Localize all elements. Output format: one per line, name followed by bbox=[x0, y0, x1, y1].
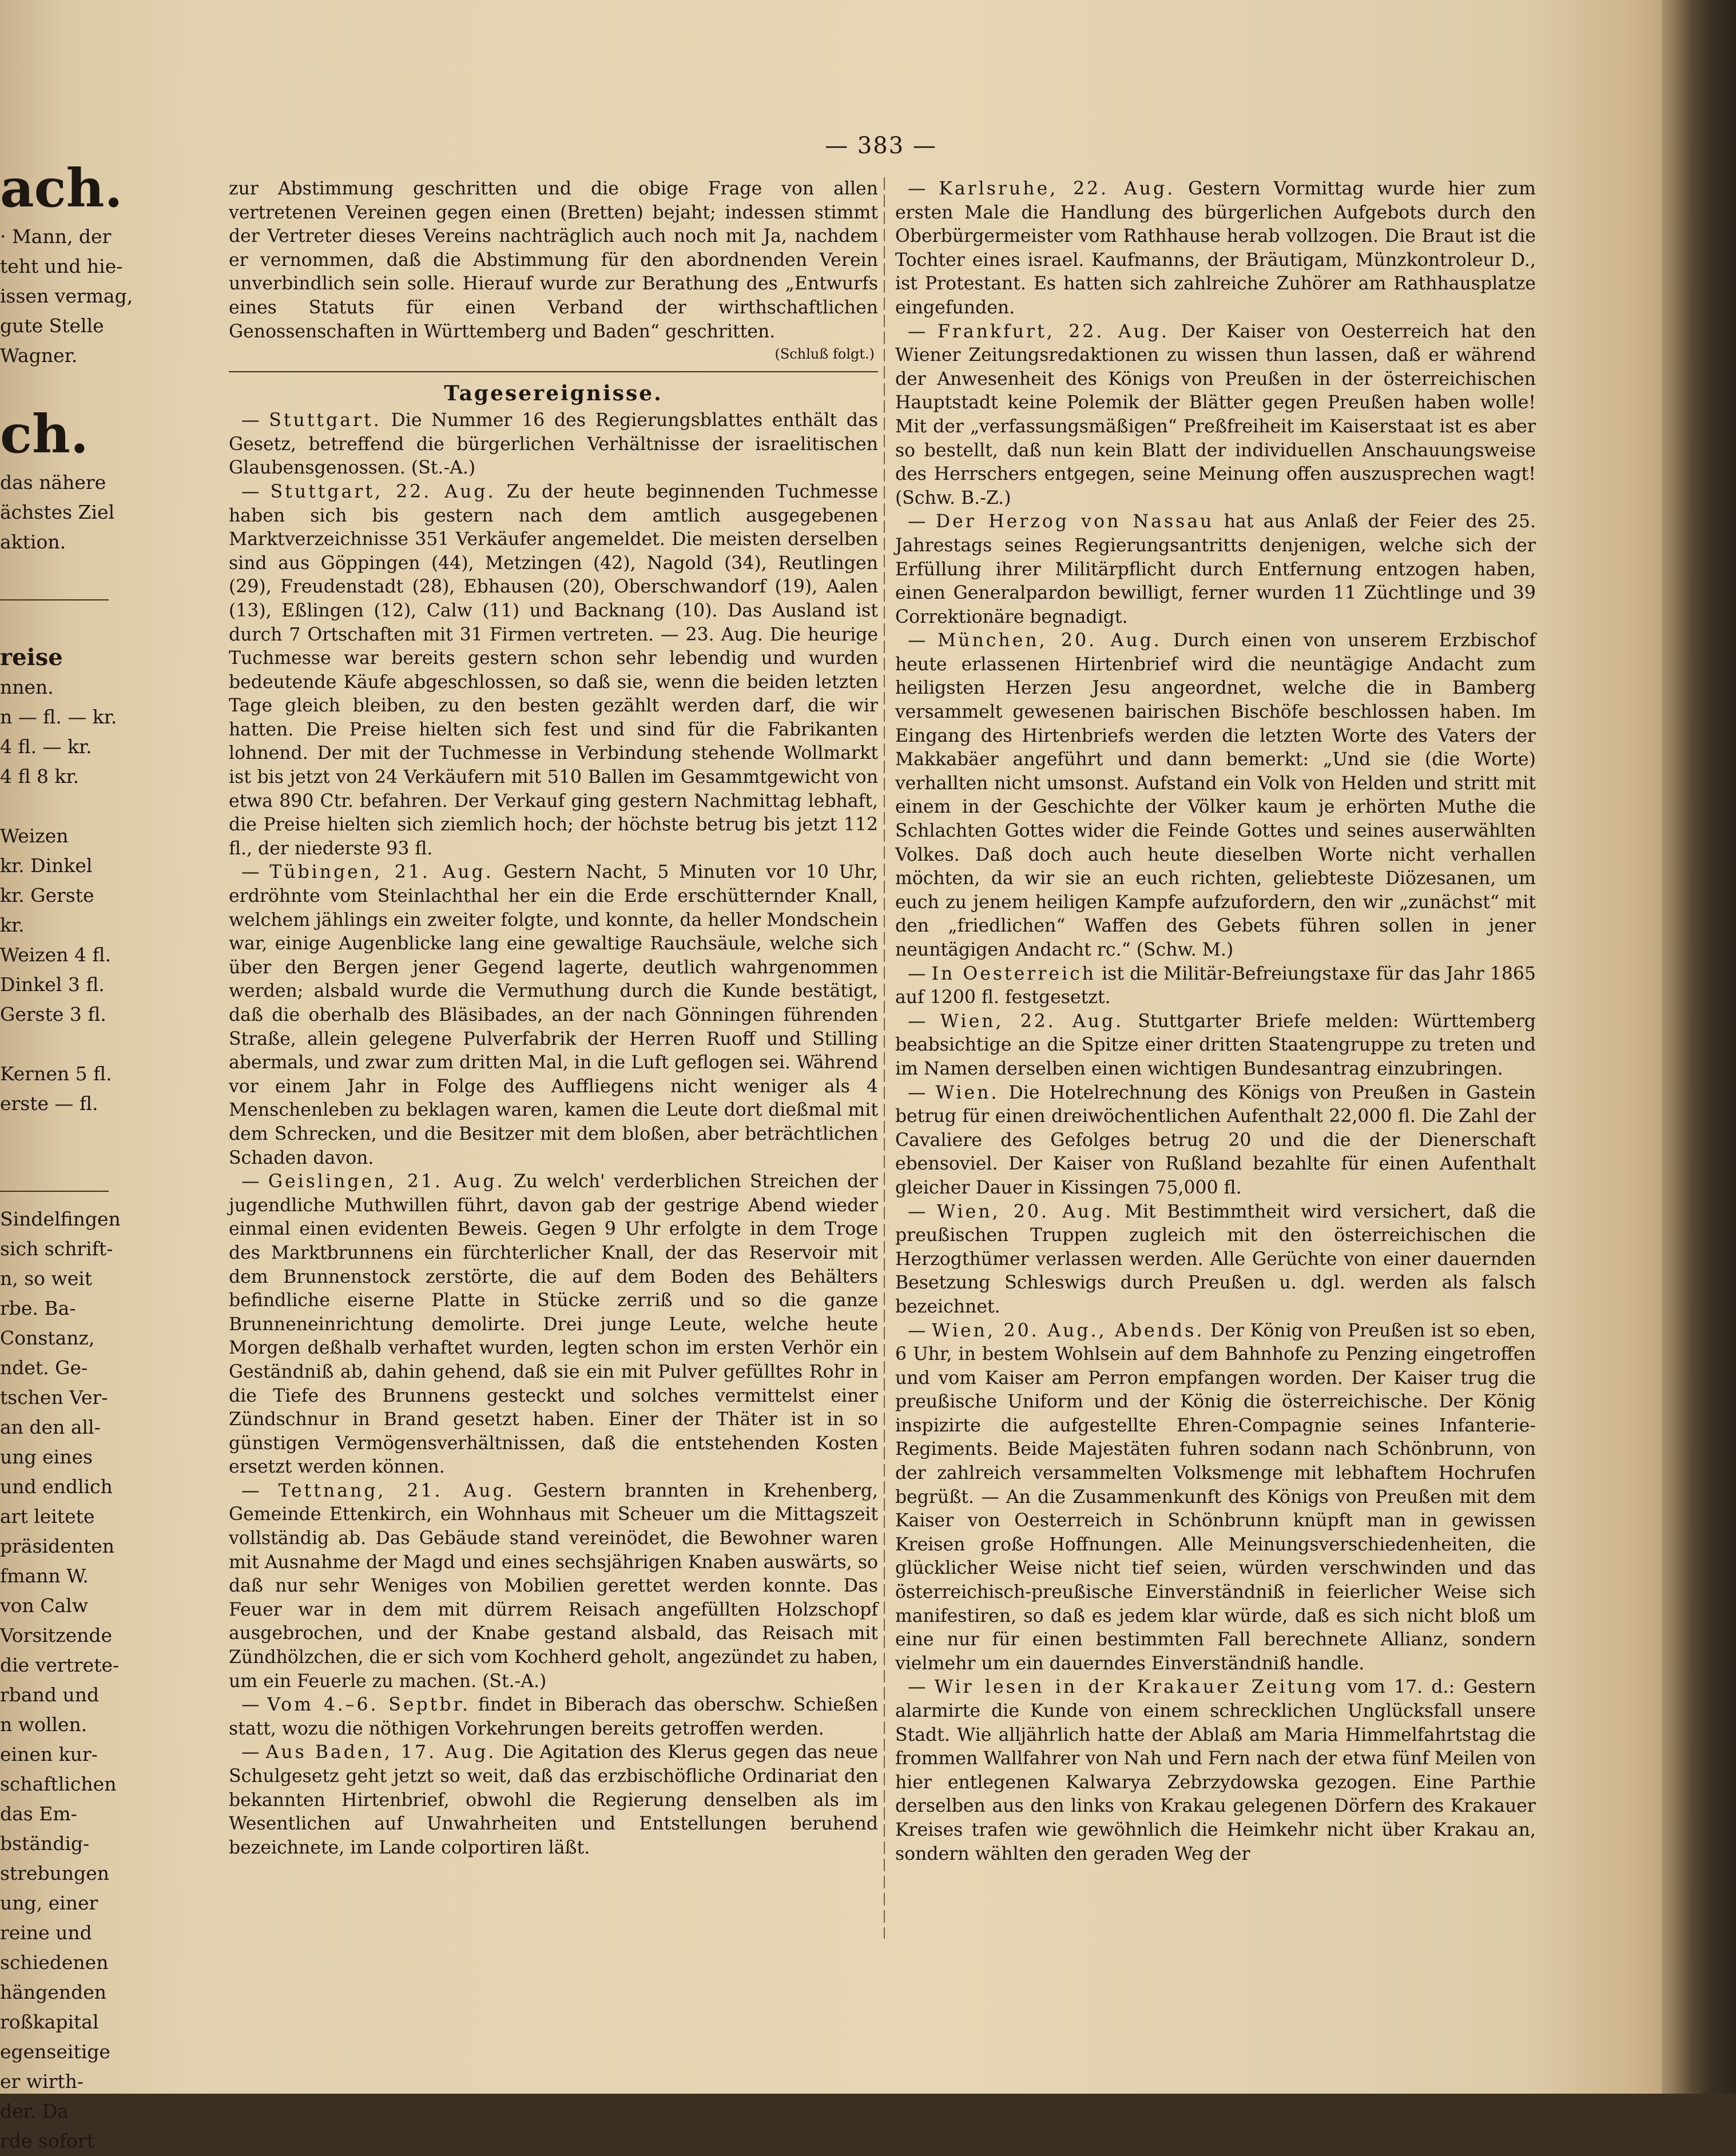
left-fragment-line: n — fl. — kr. bbox=[0, 706, 117, 728]
article-dateline: Stuttgart. bbox=[269, 410, 382, 431]
left-fragment-line bbox=[0, 1029, 117, 1059]
left-fragment-rule bbox=[0, 599, 109, 600]
section-divider bbox=[229, 371, 878, 372]
article-text: Gestern Nacht, 5 Minuten vor 10 Uhr, erdröhnte vom Steinlachthal her ein die Erde erschütternder Knall, welchem jählings ein zweiter folgte, und konnte, da heller Mondschein war, einige Augenblicke lang eine gewaltige Rauchsäule, welche sich über den Bergen jener Gegend lagerte, deutlich wahrgenommen werden; alsbald wurde die Vermuthung durch die Kunde bestätigt, daß die oberhalb des Bläsibades, an der nach Gönningen führenden Straße, allein gelegene Pulverfabrik der Herren Ruoff und Stilling abermals, und zwar zum dritten Mal, in die Luft geflogen sei. Während vor einem Jahr in Folge des Auffliegens nicht weniger als 4 Menschenleben zu beklagen waren, kamen die Leute dort dießmal mit dem Schrecken, und die Besitzer mit dem bloßen, aber beträchtlichen Schaden davon. bbox=[229, 862, 879, 1168]
article-dateline: München, 20. Aug. bbox=[937, 630, 1162, 651]
left-fragment-line: bständig- bbox=[0, 1832, 90, 1855]
middle-column bbox=[229, 177, 878, 1950]
left-fragment-line: 4 fl 8 kr. bbox=[0, 765, 80, 787]
article-text: Durch einen von unserem Erzbischof heute erlassenen Hirtenbrief wird die neuntägige Andacht zum heiligsten Herzen Jesu angeordnet, welche die in Bamberg versammelt gewesenen bairischen Bischöfe beschlossen haben. Im Eingang des Hirtenbriefs werden die letzten Worte des Vaters der Makkabäer angeführt und dann bemerkt: „Und sie (die Worte) verhallten nicht umsonst. Aufstand ein Volk von Helden und stritt mit einem in der Geschichte der Völker kaum je erhörten Muthe die Schlachten Gottes wider die Feinde Gottes und seines auserwählten Volkes. Daß doch auch heute dieselben Worte nicht verhallen möchten, da wir sie an euch richten, geliebteste Diözesanen, um euch zu jenem heiligen Kampfe aufzufordern, den wir „zunächst“ mit den „friedlichen“ Waffen des Gebets führen sollen in jener neuntägigen Andacht rc.“ (Schw. M.) bbox=[895, 630, 1536, 960]
left-fragment-line bbox=[0, 1119, 117, 1148]
left-fragment-line bbox=[0, 371, 117, 400]
article-dateline: Vom 4.–6. Septbr. bbox=[267, 1694, 471, 1716]
left-fragment-line: und endlich bbox=[0, 1475, 113, 1498]
article-text: Zu der heute beginnenden Tuchmesse haben sich bis gestern nach dem amtlich ausgegebenen Marktverzeichnisse 351 Verkäufer angemeldet. Die meisten derselben sind aus Göppingen (44), Metzingen (42), Nagold (34), Reutlingen (29), Freudenstadt (28), Ebhausen (20), Oberschwandorf (19), Aalen (13), Eßlingen (12), Calw (11) und Backnang (10). Das Ausland ist durch 7 Ortschaften mit 31 Firmen vertreten. — 23. Aug. Die heurige Tuchmesse war bereits gestern schon sehr lebendig und wurden bedeutende Käufe abgeschlossen, so daß sie, wenn die beiden letzten Tage gleich bleiben, zu den besten gezählt werden darf, die wir hatten. Die Preise hielten sich fest und sind für die Fabrikanten lohnend. Der mit der Tuchmesse in Verbindung stehende Wollmarkt ist bis jetzt von 24 Verkäufern mit 510 Ballen im Gesammtgewicht von etwa 890 Ctr. befahren. Der Verkauf ging gestern Nachmittag lebhaft, die Preise hielten sich ziemlich hoch; der höchste betrug bis jetzt 112 fl., der niederste 93 fl. bbox=[229, 481, 878, 859]
left-fragment-line: egenseitige bbox=[0, 2040, 110, 2063]
article-dateline: Wien. bbox=[935, 1082, 999, 1103]
book-binding bbox=[1662, 0, 1736, 2094]
news-article: — Vom 4.–6. Septbr. findet in Biberach das oberschw. Schießen statt, wozu die nöthigen Vorkehrungen bereits getroffen werden. bbox=[229, 1694, 878, 1739]
article-text: Gestern Vormittag wurde hier zum ersten Male die Handlung des bürgerlichen Aufgebots durch den Oberbürgermeister vom Rathhause herab vollzogen. Die Braut ist die Tochter eines israel. Kaufmanns, der Bräutigam, Münzkontroleur D., ist Protestant. Es hatten sich zahlreiche Zuhörer am Rathhausplatze eingefunden. bbox=[895, 178, 1536, 318]
left-fragment-line: sich schrift- bbox=[0, 1238, 113, 1260]
left-fragment-line: art leitete bbox=[0, 1505, 95, 1528]
left-fragment-line: ung, einer bbox=[0, 1892, 98, 1914]
left-fragment-line: rde sofort bbox=[0, 2130, 94, 2152]
article-dateline: Aus Baden, 17. Aug. bbox=[265, 1742, 496, 1763]
article-text: ist die Militär-Befreiungstaxe für das Jahr 1865 auf 1200 fl. festgesetzt. bbox=[895, 963, 1536, 1008]
left-fragment-line: tschen Ver- bbox=[0, 1386, 108, 1409]
left-fragment-line: einen kur- bbox=[0, 1743, 98, 1765]
article-text: Mit Bestimmtheit wird versichert, daß die preußischen Truppen zugleich mit den österreichischen die Herzogthümer verlassen werden. Alle Gerüchte von einer dauernden Besetzung Schleswigs durch Preußen u. dgl. werden als falsch bezeichnet. bbox=[895, 1201, 1536, 1317]
news-article: — Der Herzog von Nassau hat aus Anlaß der Feier des 25. Jahrestags seines Regierungsantritts denjenigen, welche sich der Erfüllung ihrer Militärpflicht durch Entfernung entzogen haben, einen Generalpardon bewilligt, ferner wurden 11 Züchtlinge und 39 Correktionäre begnadigt. bbox=[895, 511, 1536, 627]
left-fragment-line: gute Stelle bbox=[0, 315, 104, 337]
news-article: — Wien. Die Hotelrechnung des Königs von Preußen in Gastein betrug für einen dreiwöchentlichen Aufenthalt 22,000 fl. Die Zahl der Cavaliere des Gefolges betrug 20 und die der Dienerschaft ebensoviel. Der Kaiser von Rußland bezahlte für einen Aufenthalt gleicher Dauer in Kissingen 75,000 fl. bbox=[895, 1082, 1536, 1198]
news-article: — Stuttgart, 22. Aug. Zu der heute beginnenden Tuchmesse haben sich bis gestern nach dem amtlich ausgegebenen Marktverzeichnisse 351 Verkäufer angemeldet. Die meisten derselben sind aus Göppingen (44), Metzingen (42), Nagold (34), Reutlingen (29), Freudenstadt (28), Ebhausen (20), Oberschwandorf (19), Aalen (13), Eßlingen (12), Calw (11) und Backnang (10). Das Ausland ist durch 7 Ortschaften mit 31 Firmen vertreten. — 23. Aug. Die heurige Tuchmesse war bereits gestern schon sehr lebendig und wurden bedeutende Käufe abgeschlossen, so daß sie, wenn die beiden letzten Tage gleich bleiben, zu den besten gezählt werden darf, die wir hatten. Die Preise hielten sich fest und sind für die Fabrikanten lohnend. Der mit der Tuchmesse in Verbindung stehende Wollmarkt ist bis jetzt von 24 Verkäufern mit 510 Ballen im Gesammtgewicht von etwa 890 Ctr. befahren. Der Verkauf ging gestern Nachmittag lebhaft, die Preise hielten sich ziemlich hoch; der höchste betrug bis jetzt 112 fl., der niederste 93 fl. bbox=[229, 481, 878, 859]
left-fragment-line: die vertrete- bbox=[0, 1654, 120, 1676]
left-fragment-line bbox=[0, 557, 117, 587]
left-fragment-line: der. Da bbox=[0, 2100, 69, 2122]
article-dateline: Wien, 20. Aug., Abends. bbox=[932, 1320, 1205, 1341]
left-fragment-line: n wollen. bbox=[0, 1713, 88, 1736]
left-fragment-line: an den all- bbox=[0, 1416, 101, 1438]
left-fragment-line: ch. bbox=[0, 403, 89, 465]
left-fragment-line: n, so weit bbox=[0, 1267, 93, 1290]
article-dateline: Geislingen, 21. Aug. bbox=[268, 1171, 505, 1192]
article-dateline: Tettnang, 21. Aug. bbox=[278, 1480, 515, 1501]
article-text: Die Agitation des Klerus gegen das neue Schulgesetz geht jetzt so weit, daß das erzbischöfliche Ordinariat den bekannten Hirtenbrief, obwohl die Regierung denselben als im Wesentlichen auf Unwahrheiten und Entstellungen beruhend bezeichnete, im Lande colportiren läßt. bbox=[229, 1742, 878, 1858]
article-dateline: Wien, 22. Aug. bbox=[940, 1011, 1124, 1032]
article-text: Der Kaiser von Oesterreich hat den Wiener Zeitungsredaktionen zu wissen thun lassen, daß er während der Anwesenheit des Königs von Preußen in der österreichischen Hauptstadt keine Polemik der Blätter gegen Preußen haben wolle! Mit der „verfassungsmäßigen“ Preßfreiheit im Kaiserstaat ist es aber so bestellt, daß nun kein Blatt der individuellen Anschauungsweise des Herrschers entgegen, seine Meinung offen auszusprechen wagt! (Schw. B.-Z.) bbox=[895, 321, 1536, 508]
news-article: — Tübingen, 21. Aug. Gestern Nacht, 5 Minuten vor 10 Uhr, erdröhnte vom Steinlachthal her ein die Erde erschütternder Knall, welchem jählings ein zweiter folgte, und konnte, da heller Mondschein war, einige Augenblicke lang eine gewaltige Rauchsäule, welche sich über den Bergen jener Gegend lagerte, deutlich wahrgenommen werden; alsbald wurde die Vermuthung durch die Kunde bestätigt, daß die oberhalb des Bläsibades, an der nach Gönningen führenden Straße, allein gelegene Pulverfabrik der Herren Ruoff und Stilling abermals, und zwar zum dritten Mal, in die Luft geflogen sei. Während vor einem Jahr in Folge des Auffliegens nicht weniger als 4 Menschenleben zu beklagen waren, kamen die Leute dort dießmal mit dem Schrecken, und die Besitzer mit dem bloßen, aber beträchtlichen Schaden davon. bbox=[229, 862, 879, 1168]
left-fragment-line: kr. Gerste bbox=[0, 884, 94, 906]
left-fragment-line: ach. bbox=[0, 157, 123, 219]
intro-paragraph: zur Abstimmung geschritten und die obige Frage von allen vertretenen Vereinen gegen einen (Bretten) bejaht; indessen stimmt der Vertreter dieses Vereins nachträglich auch noch mit Ja, nachdem er vernommen, daß die Abstimmung für den abordnenden Verein unverbindlich sein solle. Hierauf wurde zur Berathung des „Entwurfs eines Statuts für einen Verband der wirthschaftlichen Genossenschaften in Württemberg und Baden“ geschritten. bbox=[229, 178, 878, 342]
left-fragment-line: erste — fl. bbox=[0, 1092, 98, 1115]
left-fragment-line bbox=[0, 791, 117, 821]
left-fragment-line: nnen. bbox=[0, 676, 54, 698]
left-fragment-line: 4 fl. — kr. bbox=[0, 735, 92, 758]
news-article: — München, 20. Aug. Durch einen von unserem Erzbischof heute erlassenen Hirtenbrief wird die neuntägige Andacht zum heiligsten Herzen Jesu angeordnet, welche die in Bamberg versammelt gewesenen bairischen Bischöfe beschlossen haben. Im Eingang des Hirtenbriefs werden die letzten Worte des Vaters der Makkabäer angeführt und dann bemerkt: „Und sie (die Worte) verhallten nicht umsonst. Aufstand ein Volk von Helden und stritt mit einem in der Geschichte der Völker kaum je erhörten Muthe die Schlachten Gottes wider die Feinde Gottes und seines auserwählten Volkes. Daß doch auch heute dieselben Worte nicht verhallen möchten, da wir sie an euch richten, geliebteste Diözesanen, um euch zu jenem heiligen Kampfe aufzufordern, den wir „zunächst“ mit den „friedlichen“ Waffen des Gebets führen sollen in jener neuntägigen Andacht rc.“ (Schw. M.) bbox=[895, 630, 1536, 960]
column-divider bbox=[884, 177, 885, 1939]
left-fragment-line: rbe. Ba- bbox=[0, 1297, 76, 1319]
left-fragment-line: aktion. bbox=[0, 531, 66, 553]
left-fragment-line: von Calw bbox=[0, 1594, 88, 1617]
news-article: — Tettnang, 21. Aug. Gestern brannten in Krehenberg, Gemeinde Ettenkirch, ein Wohnhaus mit Scheuer um die Mittagszeit vollständig ab. Das Gebäude stand vereinödet, die Bewohner waren mit Ausnahme der Magd und eines sechsjährigen Knaben auswärts, so daß nur sehr Weniges von Mobilien gerettet werden konnte. Das Feuer war in dem mit dürrem Reisach angefüllten Holzschopf ausgebrochen, und der Knabe gestand alsbald, das Reisach mit Zündhölzchen, die er sich vom Kochherd geholt, angezündet zu haben, um ein Feuerle zu machen. (St.-A.) bbox=[229, 1480, 879, 1692]
news-article: — Stuttgart. Die Nummer 16 des Regierungsblattes enthält das Gesetz, betreffend die bürgerlichen Verhältnisse der israelitischen Glaubensgenossen. (St.-A.) bbox=[229, 410, 879, 479]
news-article: — Aus Baden, 17. Aug. Die Agitation des Klerus gegen das neue Schulgesetz geht jetzt so weit, daß das erzbischöfliche Ordinariat den bekannten Hirtenbrief, obwohl die Regierung denselben als im Wesentlichen auf Unwahrheiten und Entstellungen beruhend bezeichnete, im Lande colportiren läßt. bbox=[229, 1742, 878, 1858]
left-fragment-rule bbox=[0, 1191, 109, 1192]
news-article: — Wien, 20. Aug. Mit Bestimmtheit wird versichert, daß die preußischen Truppen zugleich mit den österreichischen die Herzogthümer verlassen werden. Alle Gerüchte von einer dauernden Besetzung Schleswigs durch Preußen u. dgl. werden als falsch bezeichnet. bbox=[895, 1201, 1536, 1317]
article-text: Die Hotelrechnung des Königs von Preußen in Gastein betrug für einen dreiwöchentlichen Aufenthalt 22,000 fl. Die Zahl der Cavaliere des Gefolges betrug 20 und die der Dienerschaft ebensoviel. Der Kaiser von Rußland bezahlte für einen Aufenthalt gleicher Dauer in Kissingen 75,000 fl. bbox=[895, 1082, 1536, 1198]
article-dateline: Frankfurt, 22. Aug. bbox=[937, 321, 1170, 342]
left-fragment-line: issen vermag, bbox=[0, 285, 133, 307]
left-fragment-line: er wirth- bbox=[0, 2070, 84, 2093]
article-dateline: Wien, 20. Aug. bbox=[936, 1201, 1114, 1222]
continuation-note: (Schluß folgt.) bbox=[774, 346, 875, 363]
news-article: — Wien, 22. Aug. Stuttgarter Briefe melden: Württemberg beabsichtige an die Spitze einer dritten Staatengruppe zu treten und im Namen derselben einen wichtigen Bundesantrag einzubringen. bbox=[895, 1011, 1536, 1079]
left-fragment-line: präsidenten bbox=[0, 1535, 115, 1557]
left-fragment-line: Weizen bbox=[0, 825, 69, 847]
left-fragment-line: ung eines bbox=[0, 1446, 93, 1468]
article-dateline: Der Herzog von Nassau bbox=[935, 511, 1214, 532]
left-fragment-line: teht und hie- bbox=[0, 255, 123, 277]
left-fragment-line: Constanz, bbox=[0, 1327, 95, 1349]
left-fragment-line: Sindelfingen bbox=[0, 1208, 121, 1230]
left-fragment-line: reine und bbox=[0, 1922, 92, 1944]
left-fragment-line: fmann W. bbox=[0, 1565, 89, 1587]
left-fragment-line bbox=[0, 1148, 117, 1178]
left-fragment-line: hängenden bbox=[0, 1981, 106, 2003]
left-fragment-line: das nähere bbox=[0, 471, 106, 494]
left-fragment-line: strebungen bbox=[0, 1862, 110, 1884]
section-title: Tagesereignisse. bbox=[444, 381, 663, 406]
article-dateline: Stuttgart, 22. Aug. bbox=[270, 481, 496, 502]
left-fragment-line: Kernen 5 fl. bbox=[0, 1063, 112, 1085]
news-article: — Wir lesen in der Krakauer Zeitung vom 17. d.: Gestern alarmirte die Kunde von einem schrecklichen Unglücksfall unsere Stadt. Wie alljährlich hatte der Ablaß am Maria Himmelfahrtstag die frommen Wallfahrer von Nah und Fern nach der etwa fünf Meilen von hier entlegenen Kalwarya Zebrzydowska gezogen. Eine Parthie derselben aus den links von Krakau gelegenen Dörfern des Krakauer Kreises trafen wie gewöhnlich die Heimkehr nicht über Krakau an, sondern wählten den geraden Weg der bbox=[895, 1677, 1536, 1864]
article-text: findet in Biberach das oberschw. Schießen statt, wozu die nöthigen Vorkehrungen bereits getroffen werden. bbox=[229, 1694, 878, 1739]
article-text: Der König von Preußen ist so eben, 6 Uhr, in bestem Wohlsein auf dem Bahnhofe zu Penzing eingetroffen und vom Kaiser am Perron empfangen worden. Der Kaiser trug die preußische Uniform und der König die österreichische. Der König inspizirte die aufgestellte Ehren-Compagnie seines Infanterie-Regiments. Beide Majestäten fuhren sodann nach Schönbrunn, von der zahlreich versammelten Volksmenge mit lebhaftem Hochrufen begrüßt. — An die Zusammenkunft des Königs von Preußen mit dem Kaiser von Oesterreich in Schönbrunn knüpft man in gewissen Kreisen große Hoffnungen. Alle Meinungsverschiedenheiten, die glücklicher Weise nicht tief seien, würden verschwinden und das österreichisch-preußische Einverständniß in feierlicher Weise sich manifestiren, so daß es jedem klar würde, daß es sich nicht bloß um eine nur für einen bestimmten Fall berechnete Allianz, sondern vielmehr um ein dauerndes Einverständniß handle. bbox=[895, 1320, 1536, 1674]
article-text: Zu welch' verderblichen Streichen der jugendliche Muthwillen führt, davon gab der gestrige Abend wieder einmal einen evidenten Beweis. Gegen 9 Uhr erfolgte in dem Troge des Marktbrunnens ein fürchterlicher Knall, der das Reservoir mit dem Brunnenstock zerstörte, die auf dem Boden des Behälters befindliche eiserne Platte in Stücke zerriß und so die ganze Brunneneinrichtung demolirte. Drei junge Leute, welche heute Morgen deßhalb verhaftet wurden, legten schon im ersten Verhör ein Geständniß ab, dahin gehend, daß sie ein mit Pulver gefülltes Rohr in die Tiefe des Brunnens gesteckt und solches vermittelst einer Zündschnur in Brand gesetzt haben. Einer der Thäter ist in so günstigen Vermögensverhältnissen, daß die entstehenden Kosten ersetzt werden können. bbox=[229, 1171, 879, 1478]
left-fragment-line: roßkapital bbox=[0, 2011, 99, 2033]
left-fragment-line: · Mann, der bbox=[0, 225, 112, 248]
left-fragment-line: Gerste 3 fl. bbox=[0, 1003, 106, 1025]
article-dateline: In Oesterreich bbox=[931, 963, 1097, 984]
left-fragment-line: kr. bbox=[0, 914, 25, 936]
article-text: hat aus Anlaß der Feier des 25. Jahrestags seines Regierungsantritts denjenigen, welche sich der Erfüllung ihrer Militärpflicht durch Entfernung entzogen haben, einen Generalpardon bewilligt, ferner wurden 11 Züchtlinge und 39 Correktionäre begnadigt. bbox=[895, 511, 1536, 627]
left-page-fragment bbox=[0, 154, 133, 2152]
right-articles bbox=[895, 177, 1536, 1866]
right-column bbox=[895, 177, 1536, 1950]
article-text: Stuttgarter Briefe melden: Württemberg beabsichtige an die Spitze einer dritten Staatengruppe zu treten und im Namen derselben einen wichtigen Bundesantrag einzubringen. bbox=[895, 1011, 1536, 1079]
article-dateline: Wir lesen in der Krakauer Zeitung bbox=[934, 1677, 1339, 1698]
page-number: — 383 — bbox=[825, 133, 937, 159]
left-fragment-line: kr. Dinkel bbox=[0, 854, 93, 877]
article-dateline: Tübingen, 21. Aug. bbox=[269, 862, 494, 883]
left-fragment-line: Vorsitzende bbox=[0, 1624, 113, 1646]
left-fragment-line bbox=[0, 613, 117, 643]
left-fragment-line: ndet. Ge- bbox=[0, 1357, 88, 1379]
left-fragment-line: Weizen 4 fl. bbox=[0, 944, 111, 966]
left-fragment-line: das Em- bbox=[0, 1803, 77, 1825]
article-text: vom 17. d.: Gestern alarmirte die Kunde von einem schrecklichen Unglücksfall unsere Stadt. Wie alljährlich hatte der Ablaß am Maria Himmelfahrtstag die frommen Wallfahrer von Nah und Fern nach der etwa fünf Meilen von hier entlegenen Kalwarya Zebrzydowska gezogen. Eine Parthie derselben aus den links von Krakau gelegenen Dörfern des Krakauer Kreises trafen wie gewöhnlich die Heimkehr nicht über Krakau an, sondern wählten den geraden Weg der bbox=[895, 1677, 1536, 1864]
article-text: Gestern brannten in Krehenberg, Gemeinde Ettenkirch, ein Wohnhaus mit Scheuer um die Mittagszeit vollständig ab. Das Gebäude stand vereinödet, die Bewohner waren mit Ausnahme der Magd und eines sechsjährigen Knaben auswärts, so daß nur sehr Weniges von Mobilien gerettet werden konnte. Das Feuer war in dem mit dürrem Reisach angefüllten Holzschopf ausgebrochen, und der Knabe gestand alsbald, das Reisach mit Zündhölzchen, die er sich vom Kochherd geholt, angezündet zu haben, um ein Feuerle zu machen. (St.-A.) bbox=[229, 1480, 879, 1692]
left-fragment-line: rband und bbox=[0, 1684, 100, 1706]
left-fragment-line: Wagner. bbox=[0, 344, 78, 367]
left-fragment-line: reise bbox=[0, 644, 63, 671]
news-article: — Geislingen, 21. Aug. Zu welch' verderblichen Streichen der jugendliche Muthwillen führt, davon gab der gestrige Abend wieder einmal einen evidenten Beweis. Gegen 9 Uhr erfolgte in dem Troge des Marktbrunnens ein fürchterlicher Knall, der das Reservoir mit dem Brunnenstock zerstörte, die auf dem Boden des Behälters befindliche eiserne Platte in Stücke zerriß und so die ganze Brunneneinrichtung demolirte. Drei junge Leute, welche heute Morgen deßhalb verhaftet wurden, legten schon im ersten Verhör ein Geständniß ab, dahin gehend, daß sie ein mit Pulver gefülltes Rohr in die Tiefe des Brunnens gesteckt und solches vermittelst einer Zündschnur in Brand gesetzt haben. Einer der Thäter ist in so günstigen Vermögensverhältnissen, daß die entstehenden Kosten ersetzt werden können. bbox=[229, 1171, 879, 1478]
article-text: Die Nummer 16 des Regierungsblattes enthält das Gesetz, betreffend die bürgerlichen Verhältnisse der israelitischen Glaubensgenossen. (St.-A.) bbox=[229, 410, 879, 479]
article-dateline: Karlsruhe, 22. Aug. bbox=[939, 178, 1175, 199]
middle-articles bbox=[229, 409, 878, 1860]
news-article: — Frankfurt, 22. Aug. Der Kaiser von Oesterreich hat den Wiener Zeitungsredaktionen zu wissen thun lassen, daß er während der Anwesenheit des Königs von Preußen in der österreichischen Hauptstadt keine Polemik der Blätter gegen Preußen haben wolle! Mit der „verfassungsmäßigen“ Preßfreiheit im Kaiserstaat ist es aber so bestellt, daß nun kein Blatt der individuellen Anschauungsweise des Herrschers entgegen, seine Meinung offen auszusprechen wagt! (Schw. B.-Z.) bbox=[895, 321, 1536, 508]
left-fragment-line: schaftlichen bbox=[0, 1773, 117, 1795]
left-fragment-line: Dinkel 3 fl. bbox=[0, 973, 105, 996]
left-fragment-line: schiedenen bbox=[0, 1951, 109, 1974]
news-article: — Wien, 20. Aug., Abends. Der König von Preußen ist so eben, 6 Uhr, in bestem Wohlsein auf dem Bahnhofe zu Penzing eingetroffen und vom Kaiser am Perron empfangen worden. Der Kaiser trug die preußische Uniform und der König die österreichische. Der König inspizirte die aufgestellte Ehren-Compagnie seines Infanterie-Regiments. Beide Majestäten fuhren sodann nach Schönbrunn, von der zahlreich versammelten Volksmenge mit lebhaftem Hochrufen begrüßt. — An die Zusammenkunft des Königs von Preußen mit dem Kaiser von Oesterreich in Schönbrunn knüpft man in gewissen Kreisen große Hoffnungen. Alle Meinungsverschiedenheiten, die glücklicher Weise nicht tief seien, würden verschwinden und das österreichisch-preußische Einverständniß in feierlicher Weise sich manifestiren, so daß es jedem klar würde, daß es sich nicht bloß um eine nur für einen bestimmten Fall berechnete Allianz, sondern vielmehr um ein dauerndes Einverständniß handle. bbox=[895, 1320, 1536, 1674]
left-fragment-line: ächstes Ziel bbox=[0, 501, 115, 523]
news-article: — Karlsruhe, 22. Aug. Gestern Vormittag wurde hier zum ersten Male die Handlung des bürgerlichen Aufgebots durch den Oberbürgermeister vom Rathhause herab vollzogen. Die Braut ist die Tochter eines israel. Kaufmanns, der Bräutigam, Münzkontroleur D., ist Protestant. Es hatten sich zahlreiche Zuhörer am Rathhausplatze eingefunden. bbox=[895, 178, 1536, 318]
news-article: — In Oesterreich ist die Militär-Befreiungstaxe für das Jahr 1865 auf 1200 fl. festgesetzt. bbox=[895, 963, 1536, 1008]
